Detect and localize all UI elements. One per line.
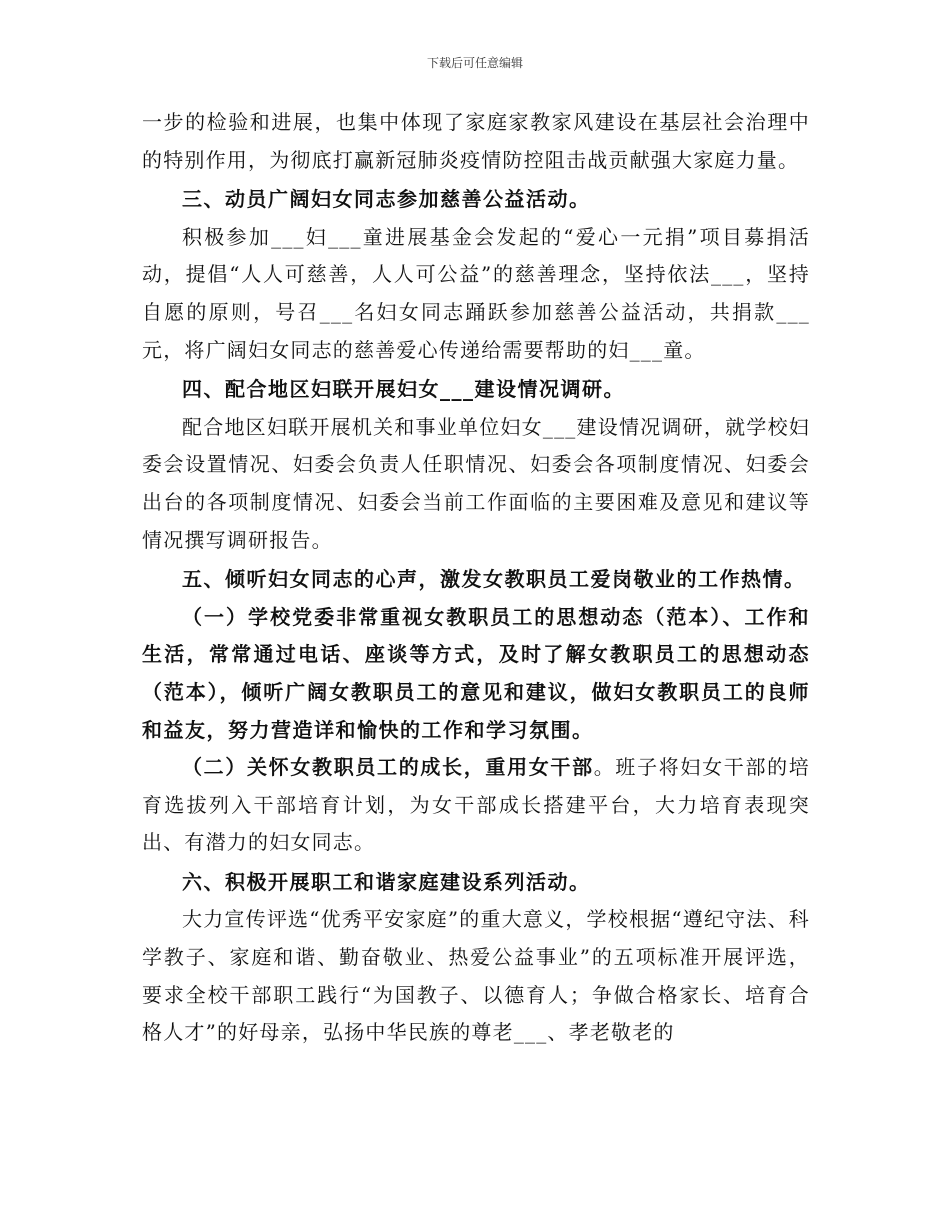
section-heading-5: 五、倾听妇女同志的心声，激发女教职员工爱岗敬业的工作热情。	[182, 567, 806, 592]
document-body	[142, 104, 810, 1052]
section-heading-6: 六、积极开展职工和谐家庭建设系列活动。	[182, 869, 591, 894]
paragraph-section-5-item-1: （一）学校党委非常重视女教职员工的思想动态（范本）、工作和生活，常常通过电话、座谈等方式，及时了解女教职员工的思想动态（范本），倾听广阔女教职员工的意见和建议，做妇女教职员工的良师和益友，努力营造详和愉快的工作和学习氛围。	[142, 604, 810, 742]
paragraph-section-5-item-2-text: 。班子将妇女干部的培育选拔列入干部培育计划，为女干部成长搭建平台，大力培育表现突出、有潜力的妇女同志。	[142, 755, 810, 855]
paragraph-section-6: 大力宣传评选“优秀平安家庭”的重大意义，学校根据“遵纪守法、科学教子、家庭和谐、勤奋敬业、热爱公益事业”的五项标准开展评选，要求全校干部职工践行“为国教子、以德育人；争做合格家长、培育合格人才”的好母亲，弘扬中华民族的尊老___、孝老敬老的	[142, 907, 810, 1045]
page-header: 下载后可任意编辑	[426, 56, 523, 70]
subheading-section-5-item-2: （二）关怀女教职员工的成长，重用女干部	[182, 755, 594, 780]
paragraph-intro-continuation: 一步的检验和进展，也集中体现了家庭家教家风建设在基层社会治理中的特别作用，为彻底打赢新冠肺炎疫情防控阻击战贡献强大家庭力量。	[142, 110, 810, 172]
section-heading-4: 四、配合地区妇联开展妇女___建设情况调研。	[182, 377, 625, 402]
paragraph-section-3: 积极参加___妇___童进展基金会发起的“爱心一元捐”项目募捐活动，提倡“人人可慈善，人人可公益”的慈善理念，坚持依法___，坚持自愿的原则，号召___名妇女同志踊跃参加慈善公益活动，共捐款___元，将广阔妇女同志的慈善爱心传递给需要帮助的妇___童。	[142, 224, 810, 362]
section-heading-3: 三、动员广阔妇女同志参加慈善公益活动。	[182, 187, 591, 212]
paragraph-section-4: 配合地区妇联开展机关和事业单位妇女___建设情况调研，就学校妇委会设置情况、妇委会负责人任职情况、妇委会各项制度情况、妇委会出台的各项制度情况、妇委会当前工作面临的主要困难及意见和建议等情况撰写调研报告。	[142, 414, 810, 552]
paragraph-section-5-item-2	[142, 749, 810, 862]
